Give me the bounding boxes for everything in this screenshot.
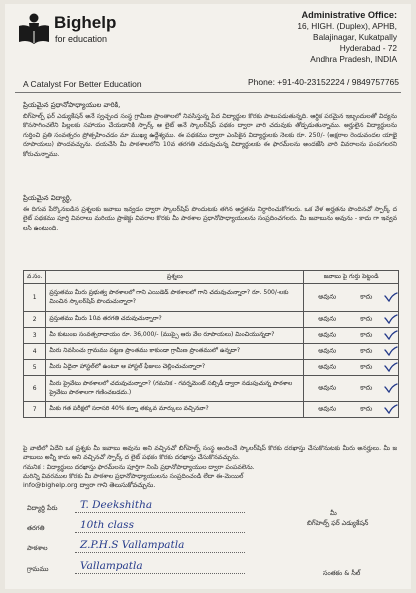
question-number: 3	[24, 328, 46, 344]
question-number: 5	[24, 360, 46, 376]
school-field[interactable]: Z.P.H.S Vallampatla	[80, 539, 185, 551]
answer-cell	[304, 328, 399, 344]
checkmark-icon	[384, 330, 398, 342]
bighelp-logo	[17, 12, 167, 52]
answer-no-option[interactable]: కాదు	[360, 315, 373, 322]
question-number: 2	[24, 312, 46, 328]
answer-yes-option[interactable]: అవును	[318, 315, 337, 322]
answer-no-option[interactable]: కాదు	[360, 384, 373, 391]
student-name-line	[75, 512, 245, 513]
answer-no-option[interactable]: కాదు	[360, 331, 373, 338]
column-header-number: వ.సం.	[24, 271, 46, 284]
salutation-student: ప్రియమైన విద్యార్థి,	[23, 194, 72, 202]
signature-seal-label: సంతకం & సీల్	[323, 569, 361, 577]
checkmark-icon	[384, 362, 398, 374]
question-number: 6	[24, 376, 46, 402]
checkmark-icon	[384, 292, 398, 304]
class-field[interactable]: 10th class	[80, 519, 134, 531]
office-title: Administrative Office:	[301, 10, 397, 20]
eligibility-note: పై వాటిలో ఏదేని ఒక ప్రశ్నకు మీ జవాబు అవును అని వచ్చినచో బిగ్‌హెల్ప్ సంస్థ అందించే స్కాలర్‌షిప్ కొరకు దరఖాస్తు చేసుకొనుటకు మీరు అనర్హులు. మీ జవాబులు అన్నీ కాదు అని వచ్చినచో స్పార్క్ ద లైట్ పథకం కొరకు దరఖాస్తు చేసుకొనవచ్చును.	[23, 445, 397, 462]
column-header-answer: జవాబు పై గుర్తు పెట్టండి	[304, 271, 399, 284]
office-line: 16, HIGH. (Duplex), APHB,	[297, 21, 397, 31]
instruction-paragraph: ఈ దిగువ పేర్కొనబడిన ప్రశ్నలకు జవాబు ఇవ్వడం ద్వారా స్కాలర్‌షిప్ పొందుటకు తగిన అర్హతను నిర్ధారించుకోగలరు. ఒక వేళ అర్హతను పొందినచో స్పార్క్ ద లైట్ పథకము పూర్తి వివరాలు మరియు ప్రాజెక్టు వివరాల కొరకు మీ పాఠశాల ప్రధానోపాధ్యాయులను సంప్రదించగలరు. మీ జవాబును అవును - కాదు గా ఇవ్వవలసి ఉంటుంది.	[23, 206, 397, 232]
header-divider	[15, 92, 401, 93]
table-row	[24, 376, 399, 402]
brand-name: Bighelp	[54, 13, 117, 32]
village-line	[75, 573, 245, 574]
question-number: 4	[24, 344, 46, 360]
table-row	[24, 344, 399, 360]
phone-number: Phone: +91-40-23152224 / 9849757765	[247, 77, 399, 87]
brand-subtitle: for education	[55, 34, 108, 44]
school-label: పాఠశాల	[27, 544, 48, 552]
answer-cell	[304, 360, 399, 376]
question-text: మీ కుటుంబ సంవత్సరాదాయం రూ. 36,000/- (ముప్పై ఆరు వేల రూపాయలు) మించియున్నదా?	[46, 328, 304, 344]
checkmark-icon	[384, 383, 398, 395]
class-line	[75, 532, 245, 533]
answer-no-option[interactable]: కాదు	[360, 363, 373, 370]
answer-no-option[interactable]: కాదు	[360, 347, 373, 354]
question-number: 7	[24, 402, 46, 418]
table-row	[24, 328, 399, 344]
class-label: తరగతి	[27, 524, 45, 532]
answer-no-option[interactable]: కాదు	[360, 293, 373, 300]
salutation-headmaster: ప్రియమైన ప్రధానోపాధ్యాయుల వారికి,	[23, 101, 121, 109]
question-text: మీరు ఏదైనా హాస్టల్‌లో ఉంటూ ఆ హాస్టల్ ఫీజులు చెల్లించుచున్నారా?	[46, 360, 304, 376]
answer-yes-option[interactable]: అవును	[318, 363, 337, 370]
question-text: మీరు నివసించు గ్రామము పట్టణ ప్రాంతము కాకుండా గ్రామీణ ప్రాంతములో ఉన్నదా?	[46, 344, 304, 360]
contact-paragraph: మరిన్ని వివరముల కొరకు మీ పాఠశాల ప్రధానోపాధ్యాయులను సంప్రదించండి లేదా ఈ-మెయిల్	[23, 473, 244, 480]
office-address	[177, 10, 397, 65]
table-row	[24, 360, 399, 376]
closing-yours: మీ	[330, 509, 337, 517]
answer-cell	[304, 402, 399, 418]
student-name-label: విద్యార్థి పేరు	[27, 504, 58, 512]
office-line: Hyderabad - 72	[339, 43, 397, 53]
table-row	[24, 312, 399, 328]
tagline: A Catalyst For Better Education	[23, 79, 142, 89]
village-label: గ్రామము	[27, 565, 49, 573]
intro-paragraph: బిగ్‌హెల్ప్ ఫర్ ఎడ్యుకేషన్ అనే స్వచ్ఛంద సంస్థ గ్రామీణ ప్రాంతాలలో నివసిస్తున్న పేద విద్యార్థుల కొరకు పాటుపడుతున్నది. ఆర్థిక పరమైన ఇబ్బందులతో విద్యను కొనసాగించలేని పిల్లలకు సహాయం చేయడానికి స్పార్క్ ఆ లైట్ అనే స్కాలర్‌షిప్ పథకం ద్వారా వారి చదువుకు తోడ్పడుతున్నాము. అర్హులైన విద్యార్థులను గుర్తించి ప్రతి సంవత్సరం ప్రోత్సహించడం మా ముఖ్య ఉద్దేశ్యము. ఈ పథకము ద్వారా ఎంపికైన విద్యార్థులకు నెలకు రూ. 250/- (అక్షరాల రెండువందల యాభై రూపాయలు) పొందవచ్చును. దయచేసి మీ పాఠశాలలోని 10వ తరగతి చదువుచున్న విద్యార్థులకు ఈ ఫారమ్‌లను అందజేసి వారి వివరాలను పంపగలరని కోరుచున్నాము.	[23, 113, 397, 158]
village-field[interactable]: Vallampatla	[80, 560, 143, 572]
school-line	[75, 552, 245, 553]
question-text: ప్రస్తుతము మీరు 10వ తరగతి చదువుచున్నారా?	[46, 312, 304, 328]
question-text: ప్రస్తుతము మీరు ప్రభుత్వ పాఠశాలలో గాని ఎయిడెడ్ పాఠశాలలో గాని చదువుచున్నారా? రూ. 500/-లకు మించిన స్కాలర్‌షిప్ పొందుచున్నారా?	[46, 284, 304, 312]
answer-yes-option[interactable]: అవును	[318, 347, 337, 354]
office-line: Balajinagar, Kukatpally	[313, 32, 397, 42]
answer-yes-option[interactable]: అవును	[318, 384, 337, 391]
answer-yes-option[interactable]: అవును	[318, 293, 337, 300]
question-text: మీకు గత పరీక్షలో సరాసరి 40% కన్నా తక్కువ మార్కులు వచ్చినవా?	[46, 402, 304, 418]
answer-cell	[304, 376, 399, 402]
question-number: 1	[24, 284, 46, 312]
answer-cell	[304, 344, 399, 360]
table-row	[24, 402, 399, 418]
submission-note: గమనిక : విద్యార్థులు దరఖాస్తు ఫారమ్‌లను పూర్తిగా నింపి ప్రధానోపాధ్యాయుల ద్వారా పంపవలెను.	[23, 464, 255, 471]
checkmark-icon	[384, 346, 398, 358]
answer-cell	[304, 312, 399, 328]
contact-email: info@bighelp.org ద్వారా గాని తెలుసుకోవచ్చును.	[23, 481, 156, 489]
checkmark-icon	[384, 314, 398, 326]
column-header-question: ప్రశ్నలు	[46, 271, 304, 284]
answer-no-option[interactable]: కాదు	[360, 405, 373, 412]
book-reader-icon	[17, 12, 51, 46]
question-text: మీరు ప్రైవేటు పాఠశాలలో చదువుచున్నారా? (గమనిక - గవర్నమెంట్ సబ్సిడీ ద్వారా నడుపుచున్న పాఠశాల ప్రైవేటు పాఠశాలగా గణించబడదు.)	[46, 376, 304, 402]
answer-yes-option[interactable]: అవును	[318, 331, 337, 338]
closing-organisation: బిగ్‌హెల్ప్ ఫర్ ఎడ్యుకేషన్	[307, 519, 369, 527]
answer-yes-option[interactable]: అవును	[318, 405, 337, 412]
student-name-field[interactable]: T. Deekshitha	[80, 499, 153, 511]
table-row	[24, 284, 399, 312]
answer-cell	[304, 284, 399, 312]
table-header-row	[24, 271, 399, 284]
checkmark-icon	[384, 404, 398, 416]
office-line: Andhra Pradesh, INDIA	[310, 54, 397, 64]
application-form-page	[5, 4, 411, 589]
eligibility-table	[23, 270, 399, 418]
